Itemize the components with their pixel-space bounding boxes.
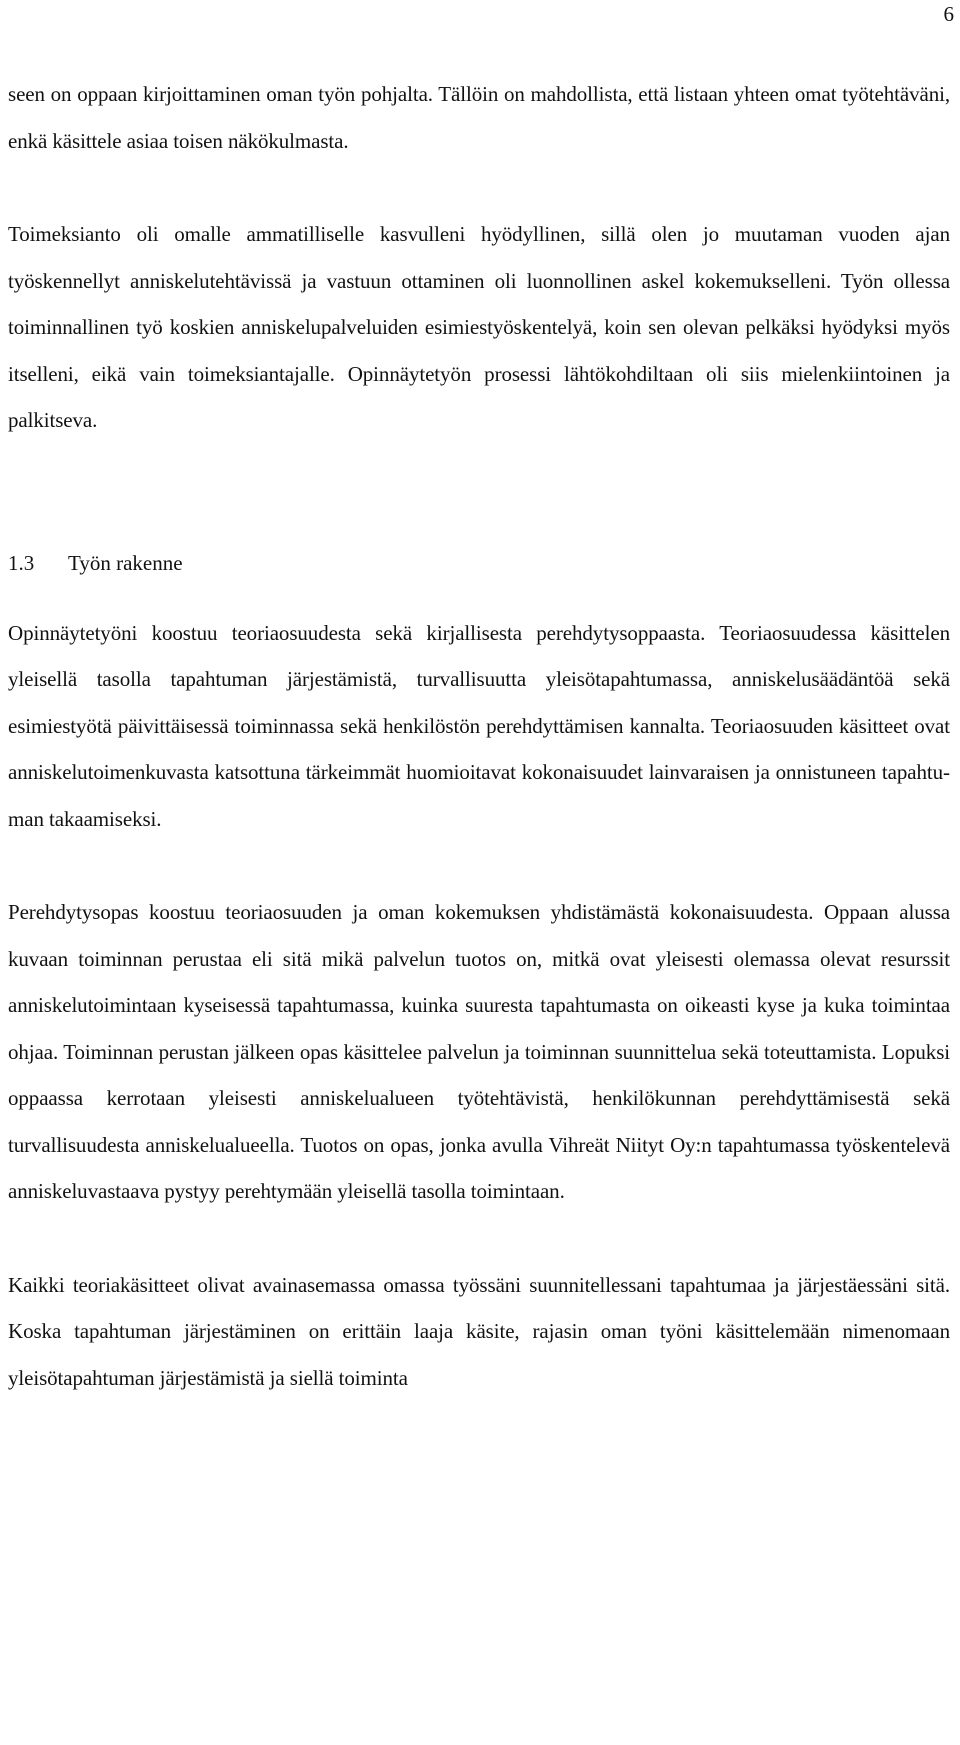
section-number: 1.3 <box>8 550 35 575</box>
paragraph-commission: Toimeksianto oli omalle ammatilliselle kasvulleni hyödyllinen, sillä olen jo muutaman vuoden ajan työskennellyt anniskelutehtävissä ja vastuun ottaminen oli luonnollinen askel kokemukselleni. Työn ollessa toiminnallinen työ koskien anniskelupalveluiden esimiestyöskentelyä, koin sen olevan pelkäksi hyödyksi myös itselleni, eikä vain toimeksiantajalle. Opinnäytetyön prosessi lähtökohdiltaan oli siis mielenkiintoinen ja palkitseva. <box>8 222 950 432</box>
paragraph-concepts: Kaikki teoriakäsitteet olivat avainasemassa omassa työssäni suunnitellessani tapahtumaa ja järjestäessäni sitä. Koska tapahtuman järjestäminen on erittäin laaja käsite, rajasin oman työni käsittelemään nimenomaan yleisötapahtuman järjestämistä ja siellä toiminta <box>8 1272 950 1390</box>
section-heading <box>8 540 950 586</box>
document-body <box>8 71 950 1401</box>
paragraph-structure: Opinnäytetyöni koostuu teoriaosuudesta sekä kirjallisesta perehdytysoppaasta. Teoriaosuudessa käsittelen yleisellä tasolla tapahtuman järjestämistä, turvallisuutta yleisötapahtumassa, anniskelusäädäntöä sekä esimiestyötä päivittäisessä toiminnassa sekä henkilöstön perehdyttämisen kannalta. Teoriaosuuden käsitteet ovat anniskelutoimenkuvasta katsottuna tärkeimmät huomioitavat kokonaisuudet lainvaraisen ja onnistuneen tapahtuman takaamiseksi. <box>8 620 950 831</box>
page-number: 6 <box>943 2 954 26</box>
paragraph-continuation: seen on oppaan kirjoittaminen oman työn pohjalta. Tällöin on mahdollista, että listaan yhteen omat työtehtäväni, enkä käsittele asiaa toisen näkökulmasta. <box>8 82 950 153</box>
paragraph-guide: Perehdytysopas koostuu teoriaosuuden ja oman kokemuksen yhdistämästä kokonaisuudesta. Oppaan alussa kuvaan toiminnan perustaa eli sitä mikä palvelun tuotos on, mitkä ovat yleisesti olemassa olevat resurssit anniskelutoimintaan kyseisessä tapahtumassa, kuinka suuresta tapahtumasta on oikeasti kyse ja kuka toimintaa ohjaa. Toiminnan perustan jälkeen opas käsittelee palvelun ja toiminnan suunnittelua sekä toteuttamista. Lopuksi oppaassa kerrotaan yleisesti anniskelualueen työtehtävistä, henkilökunnan perehdyttämisestä sekä turvallisuudesta anniskelualueella. Tuotos on opas, jonka avulla Vihreät Niityt Oy:n tapahtumassa työskentelevä anniskeluvastaava pystyy perehtymään yleisellä tasolla toimintaan. <box>8 900 950 1203</box>
section-title: Työn rakenne <box>68 550 183 575</box>
